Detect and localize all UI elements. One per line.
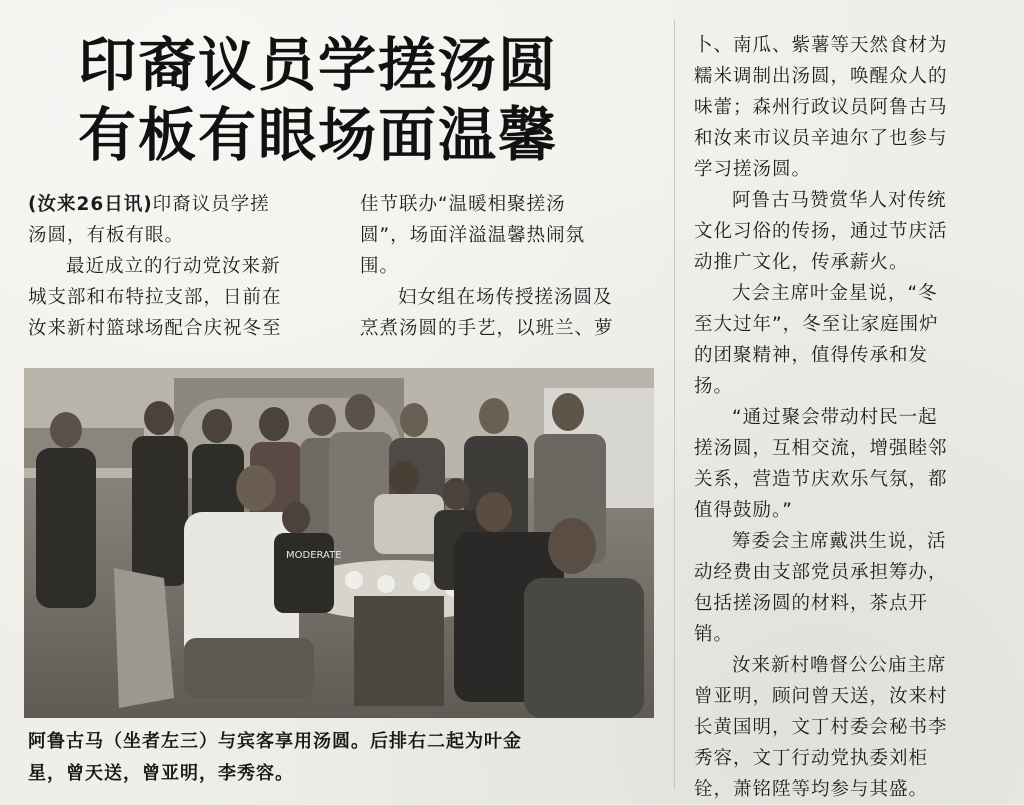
news-photo — [24, 368, 654, 718]
column-line: 扬。 — [694, 376, 734, 397]
column-line: 动推广文化，传承薪火。 — [694, 252, 909, 273]
article-column-2 — [360, 189, 658, 344]
column-line: 关系，营造节庆欢乐气氛，都 — [694, 469, 948, 490]
column-line: 佳节联办“温暖相聚搓汤 — [360, 194, 566, 215]
column-line: 味蕾；森州行政议员阿鲁古马 — [694, 97, 948, 118]
group-photo-illustration — [24, 368, 654, 718]
column-line — [28, 189, 334, 220]
column-line: 圆”，场面洋溢温馨热闹氛 — [360, 225, 586, 246]
column-line: 筹委会主席戴洪生说，活 — [732, 531, 947, 552]
column-line: 文化习俗的传扬，通过节庆活 — [694, 221, 948, 242]
column-line: 学习搓汤圆。 — [694, 159, 812, 180]
column-line: 最近成立的行动党汝来新 — [66, 256, 281, 277]
column-line: 城支部和布特拉支部，日前在 — [28, 287, 282, 308]
headline-line-2: 有板有眼场面温馨 — [78, 101, 559, 169]
column-divider — [674, 20, 675, 790]
headline-line-1: 印裔议员学搓汤圆 — [78, 31, 559, 99]
column-line: 秀容，文丁行动党执委刘柜 — [694, 748, 929, 769]
column-line: 汤圆，有板有眼。 — [28, 225, 185, 246]
column-line: 包括搓汤圆的材料，茶点开 — [694, 593, 929, 614]
column-line: 销。 — [694, 624, 734, 645]
caption-line: 星，曾天送，曾亚明，李秀容。 — [28, 763, 294, 784]
photo-caption — [28, 726, 668, 790]
column-line: 长黄国明，文丁村委会秘书李 — [694, 717, 948, 738]
article-column-1 — [28, 189, 334, 344]
column-line: 妇女组在场传授搓汤圆及 — [398, 287, 613, 308]
column-line: 搓汤圆，互相交流，增强睦邻 — [694, 438, 948, 459]
column-line: 汝来新村篮球场配合庆祝冬至 — [28, 318, 282, 339]
column-line: 卜、南瓜、紫薯等天然食材为 — [694, 35, 948, 56]
caption-line: 阿鲁古马（坐者左三）与宾客享用汤圆。后排右二起为叶金 — [28, 731, 522, 752]
column-line: 铨，萧铭陞等均参与其盛。 — [694, 779, 929, 800]
article-headline — [78, 30, 678, 170]
column-line: 围。 — [360, 256, 400, 277]
column-line: “通过聚会带动村民一起 — [732, 407, 938, 428]
shirt-text: MODERATE — [286, 550, 342, 561]
column-line: 烹煮汤圆的手艺，以班兰、萝 — [360, 318, 614, 339]
column-line-text: 印裔议员学搓 — [152, 194, 270, 215]
column-line: 值得鼓励。” — [694, 500, 793, 521]
column-line: 汝来新村噜督公公庙主席 — [732, 655, 947, 676]
dateline: (汝来26日讯) — [28, 194, 153, 215]
column-line: 曾亚明，顾问曾天送，汝来村 — [694, 686, 948, 707]
column-line: 动经费由支部党员承担筹办， — [694, 562, 948, 583]
column-line: 至大过年”，冬至让家庭围炉 — [694, 314, 939, 335]
column-line: 糯米调制出汤圆，唤醒众人的 — [694, 66, 948, 87]
column-line: 和汝来市议员辛迪尔了也参与 — [694, 128, 948, 149]
column-line: 的团聚精神，值得传承和发 — [694, 345, 929, 366]
column-line: 阿鲁古马赞赏华人对传统 — [732, 190, 947, 211]
article-column-3 — [694, 30, 1004, 805]
column-line: 大会主席叶金星说，“冬 — [732, 283, 938, 304]
